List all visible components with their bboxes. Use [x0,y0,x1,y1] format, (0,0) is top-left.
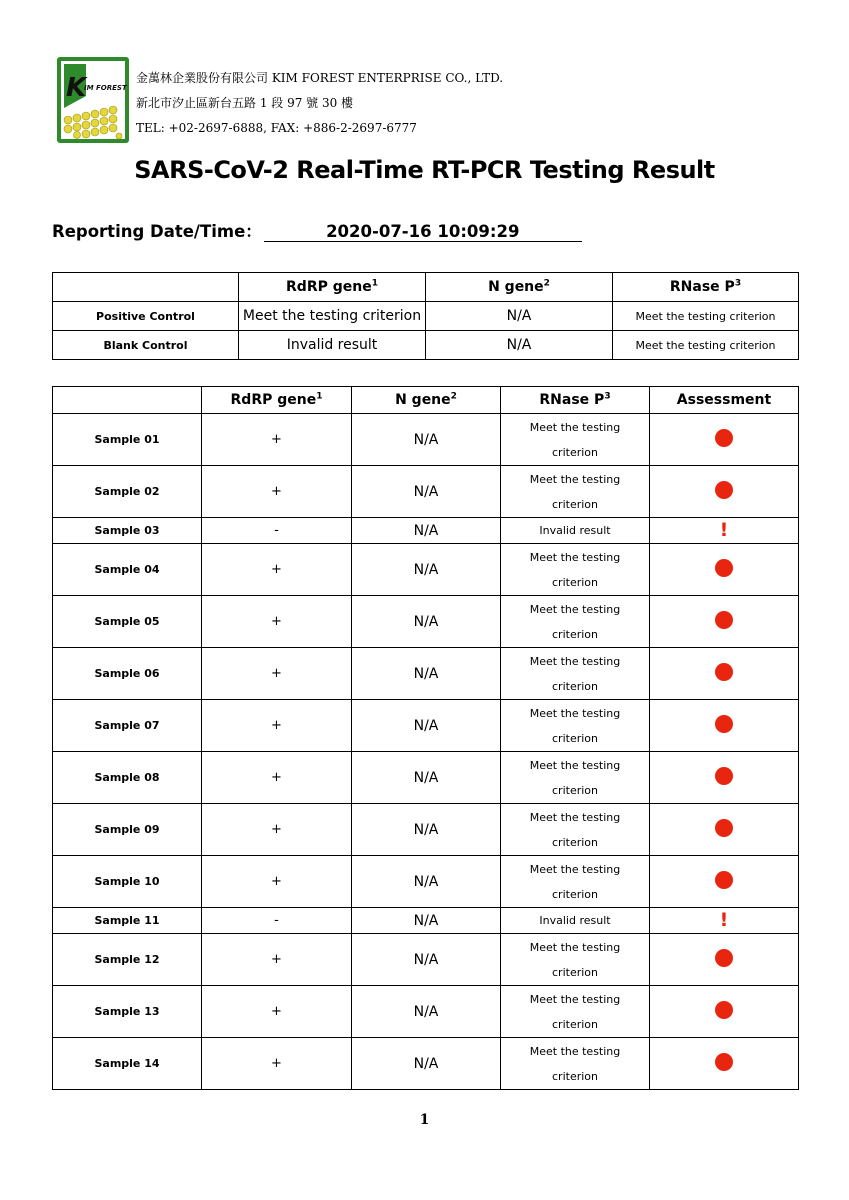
positive-dot-icon [715,1053,733,1071]
rnase-line-1: Meet the testing [529,550,621,564]
control-table [52,272,799,360]
positive-dot-icon [715,559,733,577]
rnase-line-2: criterion [552,679,598,693]
ngene-cell: N/A [352,986,501,1038]
rnase-line-1: Invalid result [539,524,611,537]
table-row [53,908,799,934]
rdrp-cell: + [202,752,352,804]
assessment-cell [650,856,799,908]
rnase-cell: Meet the testing criterion [613,331,799,360]
rnase-line-1: Meet the testing [529,420,621,434]
table-row [53,934,799,986]
rdrp-cell: + [202,986,352,1038]
rnase-line-1: Meet the testing [529,940,621,954]
rnase-cell [501,414,650,466]
ngene-cell: N/A [352,596,501,648]
rdrp-cell: - [202,908,352,934]
sample-name: Sample 14 [53,1038,202,1090]
company-contact: TEL: +02-2697-6888, FAX: +886-2-2697-6777 [136,121,417,135]
ngene-cell: N/A [352,466,501,518]
rnase-line-1: Meet the testing [529,706,621,720]
rnase-cell [501,934,650,986]
sample-name: Sample 12 [53,934,202,986]
rnase-cell: Meet the testing criterion [613,302,799,331]
assessment-cell [650,648,799,700]
table-row [53,648,799,700]
rdrp-cell: + [202,466,352,518]
sample-name: Sample 09 [53,804,202,856]
rnase-cell [501,700,650,752]
rnase-line-2: criterion [552,731,598,745]
control-table-header [53,273,799,302]
assessment-cell [650,908,799,934]
positive-dot-icon [715,429,733,447]
row-label: Positive Control [53,302,239,331]
rnase-line-1: Meet the testing [529,602,621,616]
assessment-cell [650,544,799,596]
header-rdrp: RdRP gene$^1$ [239,273,426,302]
sample-name: Sample 07 [53,700,202,752]
warning-exclamation-icon: ! [719,519,729,541]
table-row [53,466,799,518]
rnase-line-2: criterion [552,1017,598,1031]
rnase-line-2: criterion [552,627,598,641]
assessment-cell [650,986,799,1038]
rnase-line-1: Meet the testing [529,862,621,876]
rdrp-cell: + [202,596,352,648]
rnase-cell [501,466,650,518]
sample-name: Sample 10 [53,856,202,908]
ngene-cell: N/A [352,934,501,986]
rnase-line-1: Meet the testing [529,654,621,668]
rnase-cell [501,1038,650,1090]
ngene-cell: N/A [352,1038,501,1090]
table-row [53,856,799,908]
rnase-line-2: criterion [552,965,598,979]
rnase-cell [501,752,650,804]
rnase-cell [501,596,650,648]
rnase-cell [501,518,650,544]
assessment-cell [650,596,799,648]
positive-dot-icon [715,949,733,967]
sample-name: Sample 02 [53,466,202,518]
header-rnase: RNase $P^3$ [613,273,799,302]
sample-name: Sample 08 [53,752,202,804]
table-row [53,302,799,331]
rnase-line-1: Meet the testing [529,810,621,824]
warning-exclamation-icon: ! [719,909,729,931]
rdrp-cell: + [202,856,352,908]
rdrp-cell: + [202,700,352,752]
table-row [53,1038,799,1090]
rdrp-cell: + [202,934,352,986]
positive-dot-icon [715,819,733,837]
svg-text:K: K [66,73,87,103]
sample-name: Sample 13 [53,986,202,1038]
table-row [53,596,799,648]
rnase-line-2: criterion [552,575,598,589]
ngene-cell: N/A [352,856,501,908]
rnase-line-1: Meet the testing [529,758,621,772]
reporting-datetime-value: 2020-07-16 10:09:29 [264,222,582,242]
rdrp-cell: + [202,544,352,596]
sample-name: Sample 06 [53,648,202,700]
positive-dot-icon [715,1001,733,1019]
reporting-datetime [52,218,582,242]
page-number: 1 [419,1112,430,1128]
positive-dot-icon [715,481,733,499]
rnase-cell [501,804,650,856]
rnase-line-2: criterion [552,887,598,901]
assessment-cell [650,466,799,518]
sample-name: Sample 05 [53,596,202,648]
rdrp-cell: + [202,414,352,466]
rnase-line-1: Meet the testing [529,992,621,1006]
rnase-cell [501,544,650,596]
rnase-cell [501,986,650,1038]
ngene-cell: N/A [352,804,501,856]
rnase-line-2: criterion [552,1069,598,1083]
table-row [53,414,799,466]
ngene-cell: N/A [352,544,501,596]
rnase-cell [501,908,650,934]
rnase-line-2: criterion [552,497,598,511]
positive-dot-icon [715,611,733,629]
rdrp-cell: Meet the testing criterion [239,302,426,331]
assessment-cell [650,700,799,752]
table-row [53,804,799,856]
assessment-cell [650,414,799,466]
ngene-cell: N/A [426,331,613,360]
header-ngene: N gene$^2$ [352,387,501,414]
ngene-cell: N/A [352,414,501,466]
rnase-line-2: criterion [552,783,598,797]
table-row [53,518,799,544]
header-assessment: Assessment [650,387,799,414]
sample-name: Sample 03 [53,518,202,544]
table-row [53,986,799,1038]
sample-name: Sample 01 [53,414,202,466]
ngene-cell: N/A [426,302,613,331]
rnase-line-1: Invalid result [539,914,611,927]
positive-dot-icon [715,871,733,889]
table-row [53,331,799,360]
sample-table-header [53,387,799,414]
rnase-cell [501,856,650,908]
sample-name: Sample 11 [53,908,202,934]
svg-text:IM FOREST: IM FOREST [84,84,127,92]
assessment-cell [650,934,799,986]
rnase-line-1: Meet the testing [529,1044,621,1058]
assessment-cell [650,804,799,856]
header-empty [53,273,239,302]
positive-dot-icon [715,767,733,785]
ngene-cell: N/A [352,908,501,934]
sample-name: Sample 04 [53,544,202,596]
letterhead [56,56,796,148]
header-rnase: RNase $P^3$ [501,387,650,414]
positive-dot-icon [715,715,733,733]
header-ngene: N gene$^2$ [426,273,613,302]
assessment-cell [650,518,799,544]
rnase-line-2: criterion [552,445,598,459]
assessment-cell [650,1038,799,1090]
company-name: 金萬林企業股份有限公司 KIM FOREST ENTERPRISE CO., LTD. [136,71,504,85]
company-info [136,66,503,141]
rnase-line-2: criterion [552,835,598,849]
rdrp-cell: Invalid result [239,331,426,360]
header-rdrp: RdRP gene$^1$ [202,387,352,414]
kim-forest-logo [56,56,130,144]
ngene-cell: N/A [352,752,501,804]
reporting-datetime-label: Reporting Date/Time： [52,222,262,241]
rdrp-cell: - [202,518,352,544]
document-title: SARS-CoV-2 Real-Time RT-PCR Testing Result [134,156,715,184]
row-label: Blank Control [53,331,239,360]
positive-dot-icon [715,663,733,681]
table-row [53,544,799,596]
rnase-line-1: Meet the testing [529,472,621,486]
rnase-cell [501,648,650,700]
table-row [53,700,799,752]
ngene-cell: N/A [352,648,501,700]
rdrp-cell: + [202,648,352,700]
assessment-cell [650,752,799,804]
ngene-cell: N/A [352,518,501,544]
company-address: 新北市汐止區新台五路 1 段 97 號 30 樓 [136,96,354,110]
rdrp-cell: + [202,804,352,856]
rdrp-cell: + [202,1038,352,1090]
header-empty [53,387,202,414]
ngene-cell: N/A [352,700,501,752]
sample-table [52,386,799,1090]
table-row [53,752,799,804]
